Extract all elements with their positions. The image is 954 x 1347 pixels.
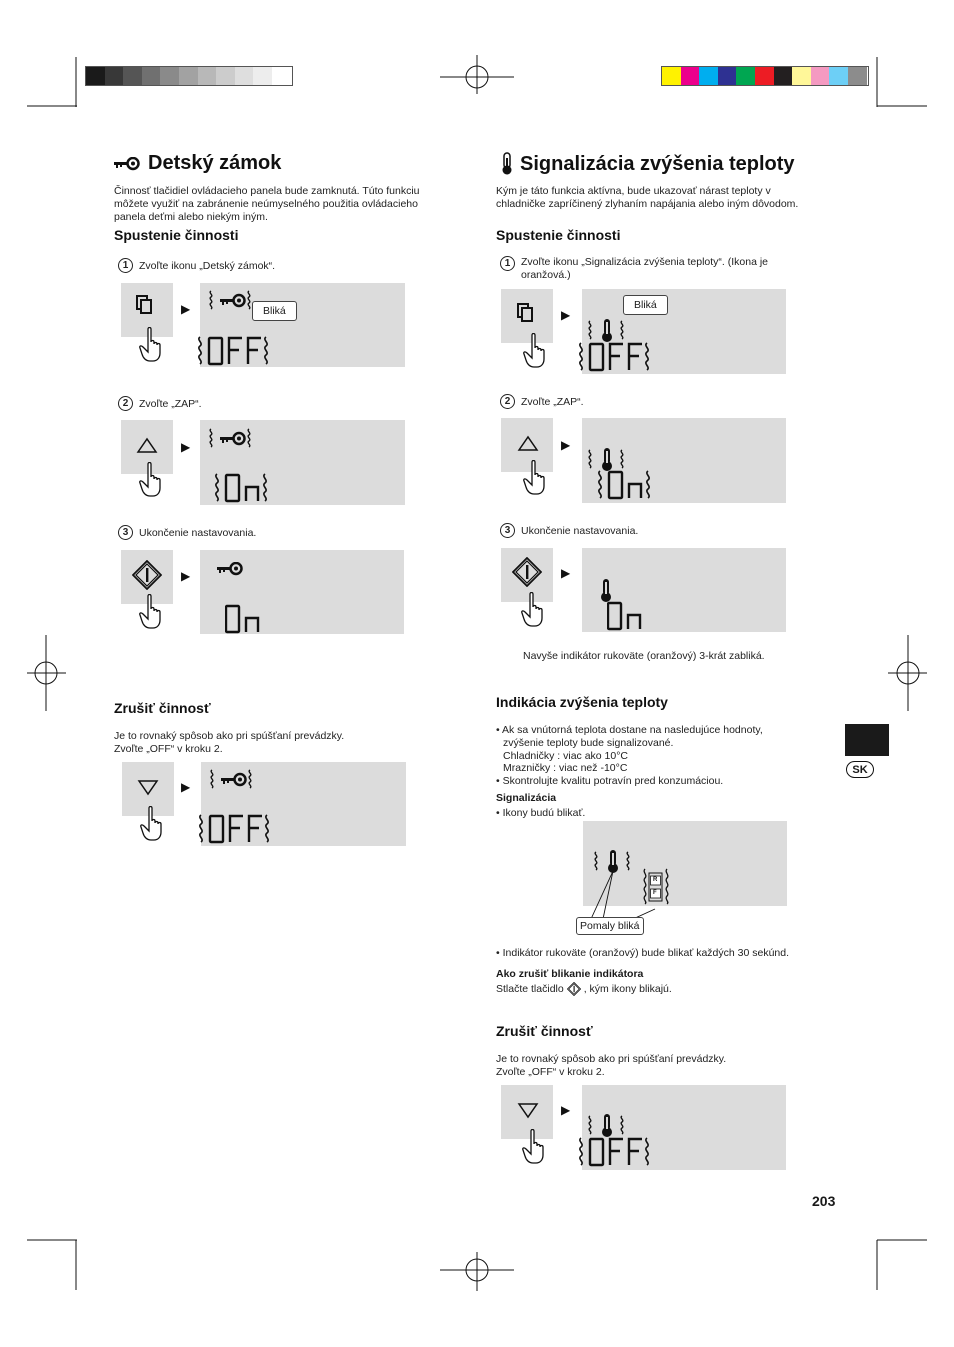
down-arrow-icon [137, 778, 159, 797]
arrow-icon: ▶ [561, 438, 571, 452]
color-swatch [179, 67, 198, 85]
display-panel [582, 548, 786, 632]
on-display [607, 600, 647, 632]
indication-heading: Indikácia zvýšenia teploty [496, 694, 668, 710]
temperature-alarm-title: Signalizácia zvýšenia teploty [500, 152, 795, 176]
power-button[interactable] [501, 548, 553, 602]
blink-bubble: Bliká [623, 295, 668, 315]
color-swatch [736, 67, 755, 85]
display-panel [201, 762, 406, 846]
display-panel [200, 420, 405, 505]
color-swatch [160, 67, 179, 85]
display-panel [200, 283, 405, 367]
color-swatch [105, 67, 124, 85]
blinking-key-icon [208, 427, 254, 449]
color-swatch [755, 67, 774, 85]
key-icon [217, 562, 243, 576]
blink-bubble: Bliká [252, 301, 297, 321]
right-cancel-heading: Zrušiť činnosť [496, 1023, 593, 1039]
display-panel [200, 550, 404, 634]
left-cancel-text-2: Zvoľte „OFF“ v kroku 2. [114, 743, 223, 755]
color-swatch [848, 67, 867, 85]
color-swatch [718, 67, 737, 85]
page-number: 203 [812, 1193, 836, 1209]
indication-bullet-2: • Skontrolujte kvalitu potravín pred konzumáciou. [496, 775, 724, 787]
off-display [577, 341, 657, 373]
hand-icon [139, 327, 163, 363]
arrow-icon: ▶ [181, 440, 191, 454]
rf-r-label: R [653, 877, 658, 883]
child-lock-title: Detský zámok [114, 152, 281, 175]
copy-button[interactable] [121, 283, 173, 337]
handle-note: Navyše indikátor rukoväte (oranžový) 3-krát zabliká. [523, 650, 765, 662]
callout-lines [583, 821, 683, 926]
power-diamond-icon [567, 982, 581, 996]
color-swatch [774, 67, 793, 85]
signal-heading: Signalizácia [496, 792, 557, 804]
right-step-1: 1 Zvoľte ikonu „Signalizácia zvýšenia teploty“. (Ikona je oranžová.) [500, 256, 820, 282]
color-swatch [681, 67, 700, 85]
display-panel [582, 418, 786, 503]
blinking-key-icon [209, 768, 255, 790]
language-tab-block [845, 724, 889, 756]
rf-f-label: F [653, 890, 657, 896]
off-display [196, 335, 276, 367]
stop-blink-heading: Ako zrušiť blikanie indikátora [496, 968, 644, 980]
left-cancel-text-1: Je to rovnaký spôsob ako pri spúšťaní prevádzky. [114, 730, 345, 742]
thermometer-icon [500, 152, 514, 176]
freezer-threshold: Mrazničky : viac než -10°C [503, 762, 628, 774]
off-display [197, 813, 277, 845]
right-step-3: 3 Ukončenie nastavovania. [500, 523, 638, 538]
color-swatch [86, 67, 105, 85]
color-swatch [123, 67, 142, 85]
hand-icon [523, 333, 547, 369]
power-diamond-icon [132, 560, 162, 590]
color-swatch [272, 67, 291, 85]
color-swatch [662, 67, 681, 85]
handle-blink-note: • Indikátor rukoväte (oranžový) bude blikať každých 30 sekúnd. [496, 947, 790, 959]
indication-bullet-1b: zvýšenie teploty bude signalizované. [503, 737, 674, 749]
hand-icon [139, 594, 163, 630]
language-badge: SK [846, 761, 874, 778]
left-start-heading: Spustenie činnosti [114, 227, 239, 243]
arrow-icon: ▶ [181, 569, 191, 583]
on-display [225, 603, 265, 635]
color-swatch [253, 67, 272, 85]
display-panel [582, 1085, 786, 1170]
indication-bullet-1: • Ak sa vnútorná teplota dostane na nasledujúce hodnoty, [496, 724, 763, 736]
color-swatch [811, 67, 830, 85]
right-cancel-text-1: Je to rovnaký spôsob ako pri spúšťaní prevádzky. [496, 1053, 727, 1065]
right-cancel-text-2: Zvoľte „OFF“ v kroku 2. [496, 1066, 605, 1078]
hand-icon [521, 592, 545, 628]
blinking-key-icon [208, 289, 254, 311]
up-button[interactable] [121, 420, 173, 474]
down-arrow-icon [517, 1101, 539, 1120]
arrow-icon: ▶ [561, 566, 571, 580]
child-lock-intro: Činnosť tlačidiel ovládacieho panela bude zamknutá. Túto funkciu môžete využiť na zabránenie neúmyselného použitia ovládacieho panela deťmi alebo niekým iným. [114, 185, 420, 223]
color-swatch [198, 67, 217, 85]
copy-icon [136, 295, 154, 315]
off-display [577, 1136, 657, 1168]
left-cancel-heading: Zrušiť činnosť [114, 700, 211, 716]
stop-blink-text: Stlačte tlačidlo , kým ikony blikajú. [496, 982, 672, 995]
left-step-1: 1 Zvoľte ikonu „Detský zámok“. [118, 258, 275, 273]
hand-icon [523, 460, 547, 496]
key-icon [114, 157, 142, 171]
right-step-2: 2 Zvoľte „ZAP“. [500, 394, 584, 409]
on-display [213, 472, 273, 504]
power-button[interactable] [121, 550, 173, 604]
hand-icon [522, 1129, 546, 1165]
copy-icon [517, 303, 535, 323]
color-swatch [699, 67, 718, 85]
hand-icon [140, 806, 164, 842]
on-display [596, 469, 656, 501]
display-panel [582, 289, 786, 374]
slow-blink-bubble: Pomaly bliká [576, 917, 644, 935]
color-swatch [235, 67, 254, 85]
color-swatch [829, 67, 848, 85]
color-swatch [142, 67, 161, 85]
arrow-icon: ▶ [561, 308, 571, 322]
up-arrow-icon [136, 436, 158, 455]
left-step-3: 3 Ukončenie nastavovania. [118, 525, 256, 540]
fridge-threshold: Chladničky : viac ako 10°C [503, 750, 629, 762]
signal-text: • Ikony budú blikať. [496, 807, 586, 819]
arrow-icon: ▶ [561, 1103, 571, 1117]
arrow-icon: ▶ [181, 302, 191, 316]
right-start-heading: Spustenie činnosti [496, 227, 621, 243]
up-arrow-icon [517, 434, 539, 453]
up-button[interactable] [501, 418, 553, 472]
copy-button[interactable] [501, 289, 553, 343]
color-swatch [792, 67, 811, 85]
down-button[interactable] [122, 762, 174, 816]
down-button[interactable] [501, 1085, 553, 1139]
temperature-alarm-intro: Kým je táto funkcia aktívna, bude ukazovať nárast teploty v chladničke zapríčinený zlyhaním napájania alebo iným dôvodom. [496, 185, 799, 210]
left-step-2: 2 Zvoľte „ZAP“. [118, 396, 202, 411]
power-diamond-icon [512, 557, 542, 587]
color-swatch [216, 67, 235, 85]
arrow-icon: ▶ [181, 780, 191, 794]
hand-icon [139, 462, 163, 498]
